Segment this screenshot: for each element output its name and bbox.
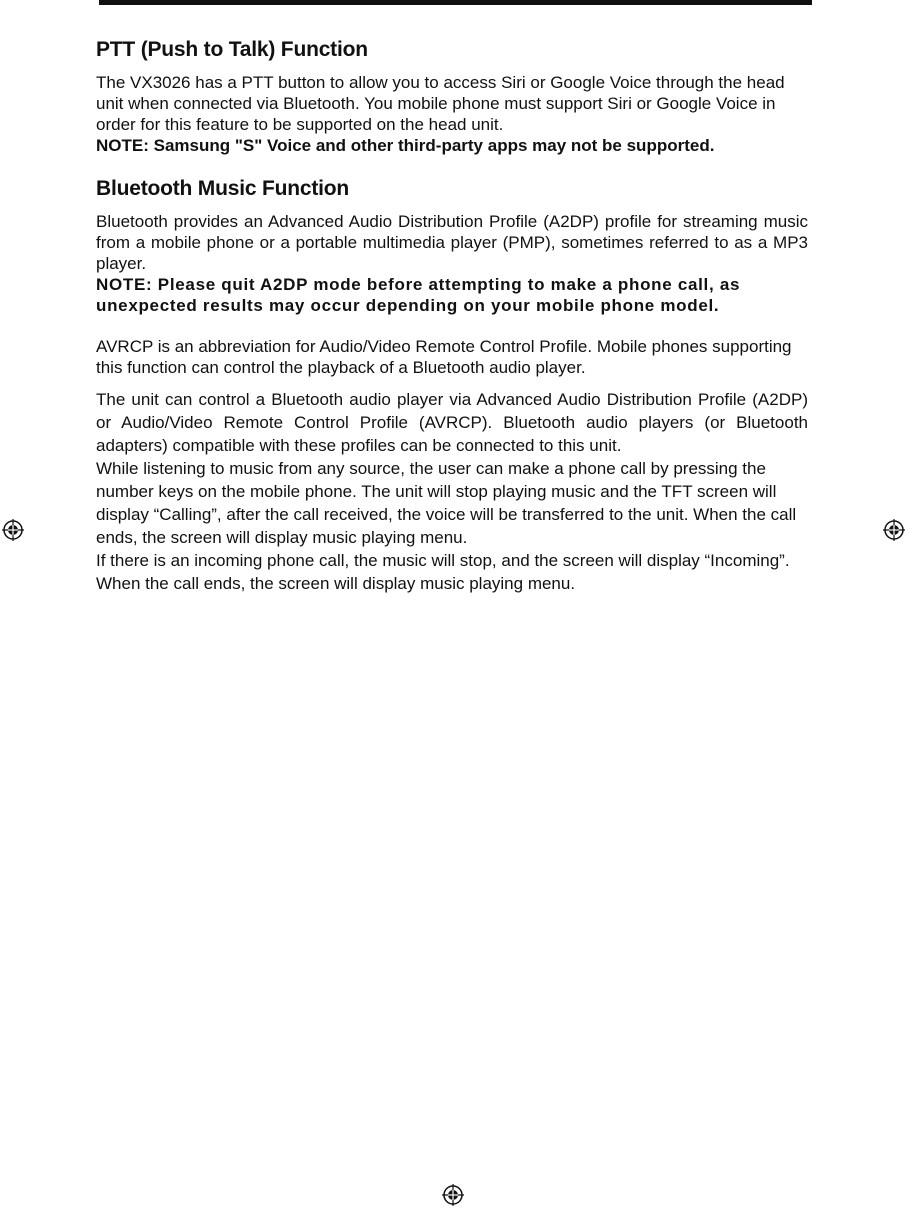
bluetooth-body: Bluetooth provides an Advanced Audio Distribution Profile (A2DP) profile for streaming music from a mobile phone or a portable multimedia player (PMP), sometimes referred to as a MP3 player. — [96, 212, 808, 273]
incoming-call-paragraph: If there is an incoming phone call, the music will stop, and the screen will display “Incoming”. When the call ends, the screen will display music playing menu. — [96, 551, 790, 593]
ptt-note: NOTE: Samsung "S" Voice and other third-party apps may not be supported. — [96, 136, 715, 155]
listening-paragraph: While listening to music from any source, the user can make a phone call by pressing the number keys on the mobile phone. The unit will stop playing music and the TFT screen will display “Calling”, after the call received, the voice will be transferred to the unit. When the call ends, the screen will display music playing menu. — [96, 459, 797, 547]
avrcp-paragraph: AVRCP is an abbreviation for Audio/Video Remote Control Profile. Mobile phones supporting this function can control the playback of a Bluetooth audio player. — [96, 337, 792, 377]
registration-mark-bottom-icon — [442, 1184, 464, 1206]
top-rule — [99, 0, 812, 5]
ptt-heading: PTT (Push to Talk) Function — [96, 38, 368, 61]
bluetooth-note: NOTE: Please quit A2DP mode before attempting to make a phone call, as unexpected results may occur depending on your mobile phone model. — [96, 275, 741, 315]
registration-mark-right-icon — [883, 519, 905, 541]
ptt-body: The VX3026 has a PTT button to allow you to access Siri or Google Voice through the head unit when connected via Bluetooth. You mobile phone must support Siri or Google Voice in order for this feature to be supported on the head unit. — [96, 73, 785, 134]
bluetooth-music-heading: Bluetooth Music Function — [96, 177, 350, 200]
page-content — [96, 36, 808, 595]
registration-mark-left-icon — [2, 519, 24, 541]
unit-control-paragraph: The unit can control a Bluetooth audio player via Advanced Audio Distribution Profile (A2DP) or Audio/Video Remote Control Profile (AVRCP). Bluetooth audio players (or Bluetooth adapters) compatible with these profiles can be connected to this unit. — [96, 390, 808, 455]
